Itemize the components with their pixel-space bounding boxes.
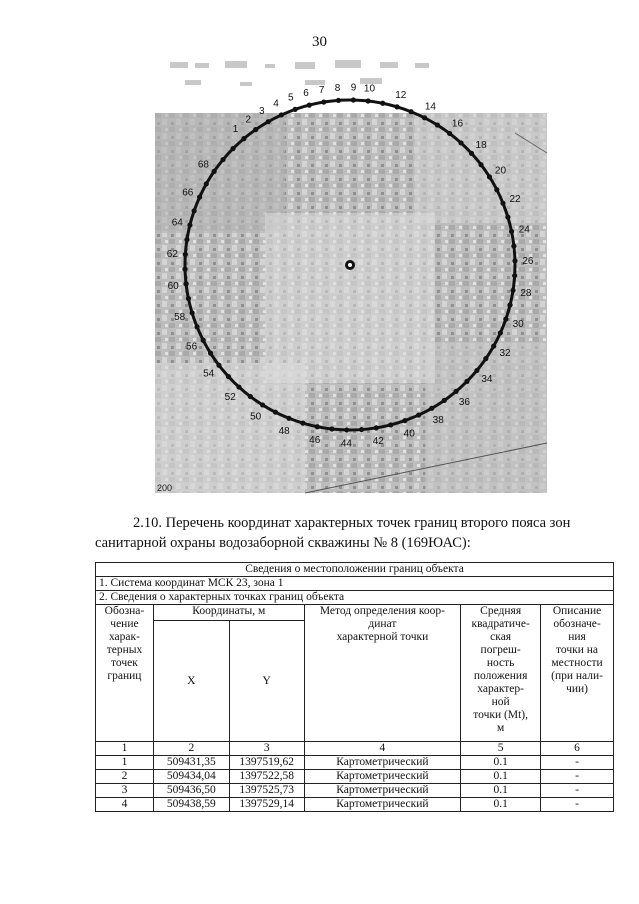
point-label: 6 bbox=[303, 88, 309, 100]
boundary-point bbox=[512, 273, 517, 278]
boundary-point bbox=[182, 267, 187, 272]
point-label: 28 bbox=[520, 287, 532, 299]
boundary-point bbox=[230, 146, 235, 151]
heading-line-2: санитарной охраны водозаборной скважины № 8 (169ЮАС): bbox=[95, 535, 471, 551]
boundary-point bbox=[187, 222, 192, 227]
boundary-point bbox=[374, 425, 379, 430]
boundary-point bbox=[189, 310, 194, 315]
cell-description: - bbox=[541, 784, 614, 798]
boundary-point bbox=[321, 99, 326, 104]
column-number: 1 bbox=[96, 742, 154, 756]
point-label: 1 bbox=[232, 124, 239, 136]
boundary-point bbox=[442, 398, 447, 403]
column-number-row bbox=[96, 742, 614, 756]
boundary-point bbox=[408, 109, 413, 114]
point-label: 26 bbox=[522, 256, 534, 268]
cell-x: 509438,59 bbox=[153, 798, 229, 812]
point-label: 8 bbox=[334, 82, 341, 94]
boundary-point bbox=[503, 317, 508, 322]
boundary-point bbox=[183, 281, 188, 286]
boundary-point bbox=[307, 103, 312, 108]
cell-description: - bbox=[541, 798, 614, 812]
point-label: 42 bbox=[372, 436, 384, 448]
cell-description: - bbox=[541, 770, 614, 784]
map-image bbox=[155, 82, 547, 493]
column-number: 4 bbox=[304, 742, 461, 756]
cell-error: 0.1 bbox=[461, 798, 541, 812]
point-label: 60 bbox=[167, 280, 179, 292]
boundary-point bbox=[315, 424, 320, 429]
point-label: 54 bbox=[203, 368, 215, 380]
boundary-point bbox=[380, 101, 385, 106]
boundary-point bbox=[183, 252, 188, 257]
boundary-point bbox=[464, 379, 469, 384]
point-label: 44 bbox=[340, 438, 353, 450]
heading-line-1: 2.10. Перечень координат характерных точек границ второго пояса зон bbox=[133, 515, 571, 531]
boundary-point bbox=[359, 427, 364, 432]
boundary-point bbox=[509, 229, 514, 234]
point-label: 3 bbox=[258, 105, 265, 117]
header-description: Описание обозначе- ния точки на местности (при нали- чии) bbox=[541, 605, 614, 742]
header-coordinates: Координаты, м bbox=[153, 605, 304, 621]
boundary-point bbox=[510, 288, 515, 293]
boundary-point bbox=[512, 258, 517, 263]
column-number: 5 bbox=[461, 742, 541, 756]
boundary-point bbox=[286, 416, 291, 421]
boundary-point bbox=[469, 151, 474, 156]
point-label: 48 bbox=[278, 425, 290, 437]
header-method: Метод определения коор- динат характерной точки bbox=[304, 605, 461, 742]
boundary-point bbox=[273, 410, 278, 415]
cell-error: 0.1 bbox=[461, 770, 541, 784]
boundary-point bbox=[500, 201, 505, 206]
boundary-point bbox=[458, 140, 463, 145]
cell-x: 509436,50 bbox=[153, 784, 229, 798]
boundary-point bbox=[507, 302, 512, 307]
boundary-point bbox=[422, 115, 427, 120]
map-svg bbox=[155, 82, 547, 493]
boundary-point bbox=[394, 104, 399, 109]
cell-method: Картометрический bbox=[304, 798, 461, 812]
cell-error: 0.1 bbox=[461, 784, 541, 798]
boundary-point bbox=[293, 107, 298, 112]
boundary-point bbox=[344, 427, 349, 432]
point-label: 16 bbox=[451, 118, 464, 130]
boundary-point bbox=[184, 237, 189, 242]
boundary-point bbox=[201, 338, 206, 343]
point-label: 46 bbox=[309, 434, 321, 446]
boundary-point bbox=[402, 418, 407, 423]
boundary-point bbox=[494, 187, 499, 192]
boundary-point bbox=[483, 356, 488, 361]
point-label: 4 bbox=[273, 98, 279, 110]
point-label: 52 bbox=[224, 392, 236, 404]
boundary-point bbox=[365, 98, 370, 103]
boundary-point bbox=[192, 208, 197, 213]
point-label: 20 bbox=[494, 165, 507, 177]
boundary-point bbox=[194, 324, 199, 329]
boundary-point bbox=[416, 412, 421, 417]
boundary-point bbox=[474, 368, 479, 373]
point-label: 32 bbox=[499, 347, 511, 359]
boundary-point bbox=[511, 244, 516, 249]
boundary-point bbox=[212, 169, 217, 174]
table-row bbox=[96, 770, 614, 784]
point-label: 34 bbox=[481, 374, 493, 386]
boundary-point bbox=[478, 162, 483, 167]
boundary-point bbox=[197, 195, 202, 200]
cell-method: Картометрический bbox=[304, 756, 461, 770]
point-label: 62 bbox=[166, 248, 178, 260]
header-error: Средняя квадратиче- ская погреш- ность положения характер- ной точки (Мt), м bbox=[461, 605, 541, 742]
point-label: 64 bbox=[171, 217, 183, 229]
boundary-point bbox=[447, 131, 452, 136]
boundary-point bbox=[236, 384, 241, 389]
table-row bbox=[96, 784, 614, 798]
column-number: 6 bbox=[541, 742, 614, 756]
point-label: 56 bbox=[186, 341, 198, 353]
boundary-point bbox=[186, 296, 191, 301]
cell-error: 0.1 bbox=[461, 756, 541, 770]
point-label: 9 bbox=[350, 82, 357, 94]
section-title: 2. Сведения о характерных точках границ объекта bbox=[96, 591, 614, 605]
boundary-point bbox=[336, 98, 341, 103]
point-label: 66 bbox=[182, 187, 194, 199]
boundary-point bbox=[300, 421, 305, 426]
point-label: 38 bbox=[432, 415, 444, 427]
cell-description: - bbox=[541, 756, 614, 770]
boundary-point bbox=[351, 97, 356, 102]
column-number: 2 bbox=[153, 742, 229, 756]
point-label: 22 bbox=[509, 193, 521, 205]
point-label: 68 bbox=[197, 159, 209, 171]
cell-y: 1397519,62 bbox=[229, 756, 304, 770]
point-label: 18 bbox=[475, 140, 487, 152]
table-caption: Сведения о местоположении границ объекта bbox=[96, 563, 614, 577]
point-label: 30 bbox=[512, 318, 524, 330]
cell-x: 509434,04 bbox=[153, 770, 229, 784]
boundary-point bbox=[248, 394, 253, 399]
boundary-point bbox=[253, 127, 258, 132]
boundary-point bbox=[429, 406, 434, 411]
boundary-point bbox=[487, 174, 492, 179]
boundary-point bbox=[435, 122, 440, 127]
map-corner-text: 200 bbox=[157, 483, 173, 493]
boundary-point bbox=[329, 426, 334, 431]
table-row bbox=[96, 798, 614, 812]
cell-method: Картометрический bbox=[304, 770, 461, 784]
boundary-point bbox=[216, 363, 221, 368]
boundary-point bbox=[453, 389, 458, 394]
cell-method: Картометрический bbox=[304, 784, 461, 798]
cell-point: 4 bbox=[96, 798, 154, 812]
point-label: 2 bbox=[245, 114, 252, 126]
boundary-point bbox=[204, 181, 209, 186]
point-label: 10 bbox=[363, 83, 376, 95]
point-label: 12 bbox=[395, 89, 407, 101]
boundary-point bbox=[220, 157, 225, 162]
faded-header-smudge bbox=[165, 58, 465, 98]
page-number: 30 bbox=[312, 34, 327, 50]
boundary-point bbox=[498, 330, 503, 335]
header-x: X bbox=[153, 621, 229, 742]
boundary-point bbox=[505, 215, 510, 220]
point-label: 36 bbox=[458, 396, 470, 408]
cell-point: 1 bbox=[96, 756, 154, 770]
header-y: Y bbox=[229, 621, 304, 742]
cell-x: 509431,35 bbox=[153, 756, 229, 770]
boundary-point bbox=[388, 422, 393, 427]
header-point: Обозна- чение харак- терных точек границ bbox=[96, 605, 154, 742]
point-label: 14 bbox=[424, 101, 436, 113]
table-row bbox=[96, 756, 614, 770]
point-label: 58 bbox=[174, 312, 186, 324]
point-label: 40 bbox=[403, 428, 415, 440]
boundary-point bbox=[241, 136, 246, 141]
cell-point: 3 bbox=[96, 784, 154, 798]
coordinate-system: 1. Система координат МСК 23, зона 1 bbox=[96, 577, 614, 591]
point-label: 24 bbox=[518, 224, 530, 236]
boundary-point bbox=[260, 402, 265, 407]
section-heading bbox=[95, 513, 615, 553]
boundary-point bbox=[266, 119, 271, 124]
column-number: 3 bbox=[229, 742, 304, 756]
boundary-point bbox=[226, 374, 231, 379]
point-label: 7 bbox=[318, 84, 325, 96]
point-label: 50 bbox=[250, 411, 262, 423]
boundary-point bbox=[491, 343, 496, 348]
coordinates-table bbox=[95, 562, 614, 812]
point-label: 5 bbox=[288, 92, 294, 104]
boundary-point bbox=[208, 351, 213, 356]
cell-point: 2 bbox=[96, 770, 154, 784]
cell-y: 1397529,14 bbox=[229, 798, 304, 812]
cell-y: 1397522,58 bbox=[229, 770, 304, 784]
cell-y: 1397525,73 bbox=[229, 784, 304, 798]
boundary-point bbox=[279, 112, 284, 117]
